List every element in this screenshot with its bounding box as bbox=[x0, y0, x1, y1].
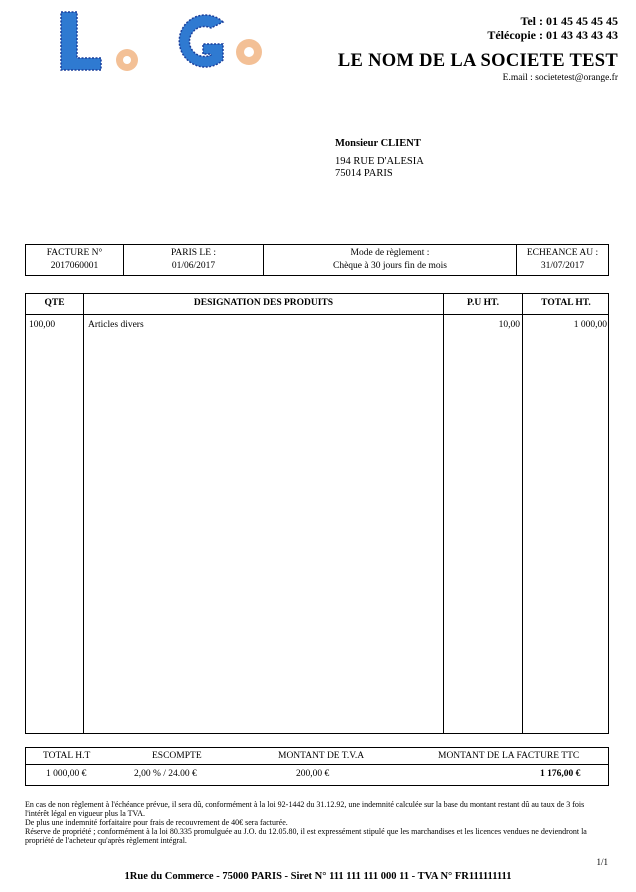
payment-mode-value: Chèque à 30 jours fin de mois bbox=[333, 261, 447, 271]
legal-line: De plus une indemnité forfaitaire pour frais de recouvrement de 40€ sera facturée. bbox=[25, 818, 288, 827]
products-table bbox=[25, 293, 609, 734]
invoice-number-value: 2017060001 bbox=[50, 261, 99, 271]
due-date-cell bbox=[517, 245, 608, 275]
company-logo bbox=[55, 8, 270, 78]
row-unit-price: 10,00 bbox=[498, 320, 520, 330]
header-designation: DESIGNATION DES PRODUITS bbox=[193, 298, 334, 308]
discount-label: ESCOMPTE bbox=[152, 751, 202, 761]
invoice-number-cell bbox=[26, 245, 124, 275]
invoice-date-label: PARIS LE : bbox=[170, 248, 217, 258]
total-ht-label: TOTAL H.T bbox=[43, 751, 91, 761]
ttc-value: 1 176,00 € bbox=[540, 769, 581, 779]
discount-value: 2,00 % / 24.00 € bbox=[134, 769, 197, 779]
client-street: 194 RUE D'ALESIA bbox=[335, 156, 424, 167]
header-unit-price: P.U HT. bbox=[467, 298, 499, 308]
row-designation: Articles divers bbox=[88, 320, 144, 330]
column-divider bbox=[83, 294, 84, 733]
row-qty: 100,00 bbox=[29, 320, 56, 330]
invoice-date-cell bbox=[124, 245, 264, 275]
header-fax: Télécopie : 01 43 43 43 43 bbox=[487, 28, 618, 42]
page-number: 1/1 bbox=[596, 857, 608, 867]
vat-label: MONTANT DE T.V.A bbox=[278, 751, 365, 761]
totals-box bbox=[25, 747, 609, 786]
due-date-value: 31/07/2017 bbox=[540, 261, 585, 271]
ttc-label: MONTANT DE LA FACTURE TTC bbox=[438, 751, 580, 761]
totals-divider bbox=[26, 764, 608, 765]
invoice-info-box bbox=[25, 244, 609, 276]
header-tel: Tel : 01 45 45 45 45 bbox=[520, 14, 618, 28]
header-total: TOTAL HT. bbox=[541, 298, 591, 308]
header-qty: QTE bbox=[44, 298, 65, 308]
vat-value: 200,00 € bbox=[296, 769, 330, 779]
footer-company-details: 1Rue du Commerce - 75000 PARIS - Siret N° 111 111 111 000 11 - TVA N° FR111111111 bbox=[124, 871, 512, 882]
client-city: 75014 PARIS bbox=[335, 168, 393, 179]
legal-line: Réserve de propriété ; conformément à la loi 80.335 promulguée au J.O. du 12.05.80, il est expressément stipulé que les marchandises et les licences vendues ne deviendront la propriété de l'acheteur qu'après règlement intégral. bbox=[25, 827, 587, 845]
invoice-number-label: FACTURE N° bbox=[46, 248, 103, 258]
payment-mode-label: Mode de règlement : bbox=[350, 248, 430, 258]
invoice-date-value: 01/06/2017 bbox=[171, 261, 216, 271]
legal-mentions bbox=[25, 800, 609, 845]
column-divider bbox=[522, 294, 523, 733]
column-divider bbox=[443, 294, 444, 733]
row-total: 1 000,00 bbox=[573, 320, 607, 330]
due-date-label: ECHEANCE AU : bbox=[526, 248, 599, 258]
payment-mode-cell bbox=[264, 245, 517, 275]
company-email: E.mail : societetest@orange.fr bbox=[502, 73, 618, 83]
total-ht-value: 1 000,00 € bbox=[46, 769, 87, 779]
company-name: LE NOM DE LA SOCIETE TEST bbox=[337, 51, 618, 71]
legal-line: En cas de non règlement à l'échéance prévue, il sera dû, conformément à la loi 92-1442 du 31.12.92, une indemnité calculée sur la base du montant restant dû au taux de 3 fois l'intérêt légal en vigueur plus la TVA. bbox=[25, 800, 585, 818]
client-name: Monsieur CLIENT bbox=[335, 138, 421, 149]
